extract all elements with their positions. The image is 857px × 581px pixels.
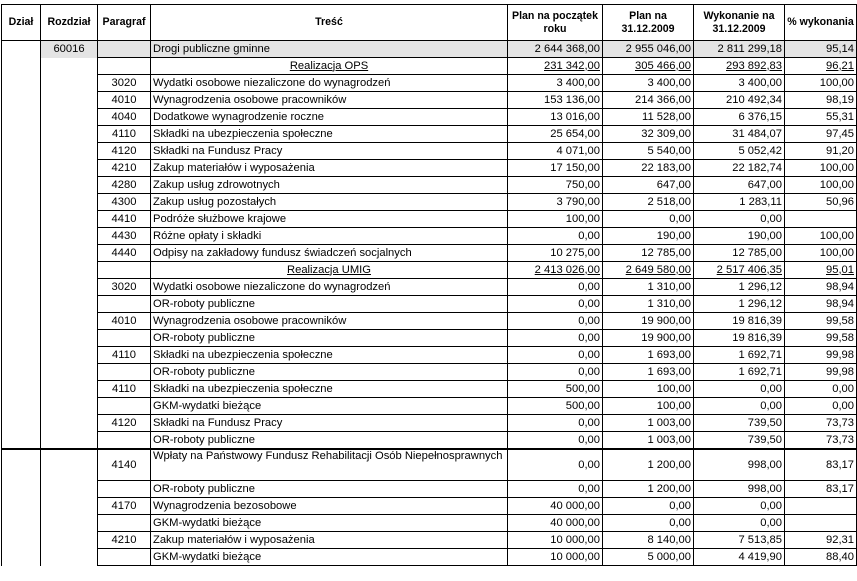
cell-plan-poczatek: 25 654,00 — [508, 126, 603, 143]
cell-plan-poczatek: 100,00 — [508, 211, 603, 228]
table-row — [2, 262, 857, 279]
cell-rozdzial — [41, 330, 98, 347]
cell-rozdzial — [41, 515, 98, 532]
cell-procent: 83,17 — [785, 449, 857, 481]
cell-procent: 99,58 — [785, 313, 857, 330]
table-row — [2, 296, 857, 313]
table-row — [2, 245, 857, 262]
cell-procent: 73,73 — [785, 432, 857, 450]
cell-dzial — [2, 75, 41, 92]
cell-dzial — [2, 364, 41, 381]
cell-wykonanie: 647,00 — [694, 177, 785, 194]
cell-dzial — [2, 549, 41, 566]
cell-plan-31: 8 140,00 — [603, 532, 694, 549]
cell-plan-poczatek: 17 150,00 — [508, 160, 603, 177]
cell-plan-31: 11 528,00 — [603, 109, 694, 126]
cell-plan-poczatek: 2 413 026,00 — [508, 262, 603, 279]
cell-rozdzial — [41, 549, 98, 566]
cell-paragraf — [98, 549, 151, 566]
cell-paragraf — [98, 481, 151, 498]
cell-dzial — [2, 330, 41, 347]
cell-tresc: Drogi publiczne gminne — [151, 41, 508, 58]
cell-plan-poczatek: 0,00 — [508, 432, 603, 450]
cell-procent: 99,58 — [785, 330, 857, 347]
cell-wykonanie: 0,00 — [694, 515, 785, 532]
cell-dzial — [2, 211, 41, 228]
cell-procent — [785, 211, 857, 228]
table-row — [2, 398, 857, 415]
table-row — [2, 228, 857, 245]
cell-procent: 0,00 — [785, 381, 857, 398]
cell-wykonanie: 4 419,90 — [694, 549, 785, 566]
cell-rozdzial — [41, 194, 98, 211]
cell-procent: 99,98 — [785, 347, 857, 364]
cell-paragraf: 4040 — [98, 109, 151, 126]
cell-rozdzial — [41, 109, 98, 126]
cell-plan-31: 1 693,00 — [603, 364, 694, 381]
cell-rozdzial — [41, 211, 98, 228]
cell-wykonanie: 1 283,11 — [694, 194, 785, 211]
cell-wykonanie: 7 513,85 — [694, 532, 785, 549]
table-row — [2, 313, 857, 330]
cell-paragraf: 4120 — [98, 143, 151, 160]
cell-plan-31: 1 200,00 — [603, 481, 694, 498]
cell-wykonanie: 1 692,71 — [694, 364, 785, 381]
cell-wykonanie: 12 785,00 — [694, 245, 785, 262]
cell-rozdzial — [41, 75, 98, 92]
cell-plan-poczatek: 10 275,00 — [508, 245, 603, 262]
cell-paragraf: 3020 — [98, 279, 151, 296]
cell-plan-poczatek: 0,00 — [508, 279, 603, 296]
cell-paragraf: 4120 — [98, 415, 151, 432]
cell-rozdzial — [41, 449, 98, 481]
cell-plan-31: 214 366,00 — [603, 92, 694, 109]
cell-procent: 98,19 — [785, 92, 857, 109]
cell-paragraf: 4210 — [98, 160, 151, 177]
cell-procent: 97,45 — [785, 126, 857, 143]
cell-dzial — [2, 432, 41, 450]
cell-tresc: Zakup materiałów i wyposażenia — [151, 532, 508, 549]
header-row — [2, 5, 857, 41]
cell-procent — [785, 515, 857, 532]
cell-tresc: Składki na ubezpieczenia społeczne — [151, 381, 508, 398]
cell-plan-poczatek: 0,00 — [508, 347, 603, 364]
cell-wykonanie: 739,50 — [694, 415, 785, 432]
cell-tresc: Składki na Fundusz Pracy — [151, 143, 508, 160]
cell-tresc: Wynagrodzenia bezosobowe — [151, 498, 508, 515]
cell-wykonanie: 2 811 299,18 — [694, 41, 785, 58]
cell-rozdzial — [41, 347, 98, 364]
cell-wykonanie: 0,00 — [694, 211, 785, 228]
cell-rozdzial — [41, 58, 98, 75]
cell-plan-poczatek: 2 644 368,00 — [508, 41, 603, 58]
table-row — [2, 498, 857, 515]
cell-tresc: Zakup materiałów i wyposażenia — [151, 160, 508, 177]
cell-tresc: Wynagrodzenia osobowe pracowników — [151, 92, 508, 109]
cell-plan-poczatek: 13 016,00 — [508, 109, 603, 126]
table-row — [2, 211, 857, 228]
cell-plan-31: 1 693,00 — [603, 347, 694, 364]
cell-plan-31: 1 310,00 — [603, 296, 694, 313]
cell-plan-poczatek: 153 136,00 — [508, 92, 603, 109]
cell-paragraf — [98, 58, 151, 75]
cell-plan-31: 1 003,00 — [603, 415, 694, 432]
cell-tresc: Składki na ubezpieczenia społeczne — [151, 126, 508, 143]
table-row — [2, 279, 857, 296]
cell-rozdzial — [41, 313, 98, 330]
cell-plan-31: 2 649 580,00 — [603, 262, 694, 279]
cell-rozdzial — [41, 498, 98, 515]
cell-dzial — [2, 415, 41, 432]
table-row — [2, 347, 857, 364]
cell-wykonanie: 210 492,34 — [694, 92, 785, 109]
cell-dzial — [2, 498, 41, 515]
cell-dzial — [2, 449, 41, 481]
cell-rozdzial — [41, 177, 98, 194]
cell-plan-31: 2 955 046,00 — [603, 41, 694, 58]
cell-procent: 100,00 — [785, 177, 857, 194]
cell-tresc: GKM-wydatki bieżące — [151, 398, 508, 415]
cell-tresc: OR-roboty publiczne — [151, 481, 508, 498]
cell-dzial — [2, 398, 41, 415]
cell-paragraf: 4140 — [98, 449, 151, 481]
cell-procent: 88,40 — [785, 549, 857, 566]
table-row — [2, 126, 857, 143]
cell-tresc: Zakup usług pozostałych — [151, 194, 508, 211]
cell-plan-poczatek: 3 790,00 — [508, 194, 603, 211]
header-plan-poczatek: Plan na początek roku — [508, 5, 603, 41]
cell-plan-31: 3 400,00 — [603, 75, 694, 92]
cell-dzial — [2, 381, 41, 398]
cell-plan-poczatek: 10 000,00 — [508, 532, 603, 549]
cell-plan-poczatek: 750,00 — [508, 177, 603, 194]
table-row — [2, 432, 857, 450]
cell-dzial — [2, 41, 41, 58]
cell-wykonanie: 5 052,42 — [694, 143, 785, 160]
cell-paragraf — [98, 330, 151, 347]
cell-tresc: OR-roboty publiczne — [151, 432, 508, 450]
cell-plan-poczatek: 40 000,00 — [508, 498, 603, 515]
cell-wykonanie: 1 296,12 — [694, 279, 785, 296]
table-row — [2, 549, 857, 566]
cell-dzial — [2, 194, 41, 211]
header-dzial: Dział — [2, 5, 41, 41]
cell-procent: 0,00 — [785, 398, 857, 415]
cell-rozdzial — [41, 381, 98, 398]
cell-paragraf: 4010 — [98, 92, 151, 109]
cell-plan-poczatek: 0,00 — [508, 330, 603, 347]
cell-wykonanie: 19 816,39 — [694, 313, 785, 330]
cell-dzial — [2, 313, 41, 330]
cell-paragraf: 4410 — [98, 211, 151, 228]
cell-wykonanie: 998,00 — [694, 449, 785, 481]
cell-dzial — [2, 515, 41, 532]
table-row — [2, 364, 857, 381]
cell-procent: 95,01 — [785, 262, 857, 279]
cell-wykonanie: 22 182,74 — [694, 160, 785, 177]
cell-rozdzial — [41, 398, 98, 415]
cell-plan-poczatek: 3 400,00 — [508, 75, 603, 92]
cell-wykonanie: 190,00 — [694, 228, 785, 245]
cell-plan-31: 0,00 — [603, 211, 694, 228]
cell-rozdzial — [41, 92, 98, 109]
cell-procent: 83,17 — [785, 481, 857, 498]
cell-plan-31: 22 183,00 — [603, 160, 694, 177]
table-row — [2, 330, 857, 347]
cell-plan-poczatek: 500,00 — [508, 398, 603, 415]
cell-tresc: Wydatki osobowe niezaliczone do wynagrodzeń — [151, 75, 508, 92]
cell-plan-31: 12 785,00 — [603, 245, 694, 262]
cell-paragraf — [98, 262, 151, 279]
cell-tresc: GKM-wydatki bieżące — [151, 515, 508, 532]
cell-wykonanie: 3 400,00 — [694, 75, 785, 92]
cell-paragraf: 4010 — [98, 313, 151, 330]
cell-plan-31: 19 900,00 — [603, 313, 694, 330]
cell-dzial — [2, 532, 41, 549]
cell-rozdzial — [41, 432, 98, 450]
cell-plan-poczatek: 0,00 — [508, 313, 603, 330]
cell-wykonanie: 0,00 — [694, 381, 785, 398]
cell-rozdzial — [41, 279, 98, 296]
cell-procent: 50,96 — [785, 194, 857, 211]
cell-rozdzial — [41, 143, 98, 160]
cell-paragraf: 4440 — [98, 245, 151, 262]
cell-dzial — [2, 279, 41, 296]
table-row — [2, 532, 857, 549]
cell-plan-31: 1 200,00 — [603, 449, 694, 481]
cell-wykonanie: 19 816,39 — [694, 330, 785, 347]
cell-dzial — [2, 160, 41, 177]
cell-dzial — [2, 347, 41, 364]
cell-plan-poczatek: 231 342,00 — [508, 58, 603, 75]
table-row — [2, 58, 857, 75]
cell-plan-poczatek: 0,00 — [508, 228, 603, 245]
cell-tresc: Realizacja OPS — [151, 58, 508, 75]
table-row — [2, 449, 857, 481]
cell-rozdzial — [41, 364, 98, 381]
cell-procent — [785, 498, 857, 515]
cell-tresc: Odpisy na zakładowy fundusz świadczeń socjalnych — [151, 245, 508, 262]
cell-dzial — [2, 143, 41, 160]
header-tresc: Treść — [151, 5, 508, 41]
cell-procent: 55,31 — [785, 109, 857, 126]
table-row — [2, 41, 857, 58]
cell-procent: 100,00 — [785, 160, 857, 177]
cell-tresc: Realizacja UMIG — [151, 262, 508, 279]
cell-tresc: Zakup usług zdrowotnych — [151, 177, 508, 194]
cell-rozdzial — [41, 296, 98, 313]
cell-rozdzial — [41, 481, 98, 498]
table-row — [2, 177, 857, 194]
cell-procent: 98,94 — [785, 296, 857, 313]
cell-dzial — [2, 481, 41, 498]
cell-dzial — [2, 228, 41, 245]
cell-wykonanie: 6 376,15 — [694, 109, 785, 126]
cell-tresc: GKM-wydatki bieżące — [151, 549, 508, 566]
cell-wykonanie: 1 692,71 — [694, 347, 785, 364]
cell-plan-31: 32 309,00 — [603, 126, 694, 143]
cell-plan-31: 190,00 — [603, 228, 694, 245]
cell-plan-31: 0,00 — [603, 498, 694, 515]
table-row — [2, 194, 857, 211]
cell-wykonanie: 2 517 406,35 — [694, 262, 785, 279]
cell-plan-poczatek: 0,00 — [508, 481, 603, 498]
table-row — [2, 515, 857, 532]
cell-procent: 98,94 — [785, 279, 857, 296]
header-wykonanie: Wykonanie na 31.12.2009 — [694, 5, 785, 41]
table-row — [2, 143, 857, 160]
cell-plan-poczatek: 4 071,00 — [508, 143, 603, 160]
cell-dzial — [2, 262, 41, 279]
cell-plan-poczatek: 40 000,00 — [508, 515, 603, 532]
table-row — [2, 381, 857, 398]
header-procent: % wykonania — [785, 5, 857, 41]
table-body — [2, 41, 857, 566]
cell-dzial — [2, 177, 41, 194]
cell-paragraf: 4170 — [98, 498, 151, 515]
table-row — [2, 109, 857, 126]
cell-dzial — [2, 245, 41, 262]
cell-procent: 99,98 — [785, 364, 857, 381]
cell-tresc: OR-roboty publiczne — [151, 296, 508, 313]
cell-procent: 100,00 — [785, 75, 857, 92]
cell-tresc: OR-roboty publiczne — [151, 330, 508, 347]
cell-plan-poczatek: 0,00 — [508, 296, 603, 313]
cell-plan-poczatek: 500,00 — [508, 381, 603, 398]
cell-plan-31: 5 000,00 — [603, 549, 694, 566]
cell-plan-poczatek: 0,00 — [508, 364, 603, 381]
cell-dzial — [2, 296, 41, 313]
cell-tresc: Różne opłaty i składki — [151, 228, 508, 245]
cell-plan-31: 0,00 — [603, 515, 694, 532]
cell-paragraf: 4300 — [98, 194, 151, 211]
cell-paragraf — [98, 364, 151, 381]
cell-wykonanie: 739,50 — [694, 432, 785, 450]
cell-rozdzial — [41, 245, 98, 262]
header-rozdzial: Rozdział — [41, 5, 98, 41]
cell-wykonanie: 998,00 — [694, 481, 785, 498]
cell-tresc: Dodatkowe wynagrodzenie roczne — [151, 109, 508, 126]
cell-rozdzial — [41, 126, 98, 143]
cell-paragraf — [98, 515, 151, 532]
cell-tresc: Podróże służbowe krajowe — [151, 211, 508, 228]
cell-plan-31: 100,00 — [603, 398, 694, 415]
cell-paragraf: 4110 — [98, 381, 151, 398]
cell-procent: 96,21 — [785, 58, 857, 75]
cell-rozdzial — [41, 160, 98, 177]
cell-wykonanie: 0,00 — [694, 398, 785, 415]
cell-plan-31: 305 466,00 — [603, 58, 694, 75]
cell-paragraf: 3020 — [98, 75, 151, 92]
cell-plan-poczatek: 0,00 — [508, 415, 603, 432]
table-row — [2, 415, 857, 432]
cell-paragraf: 4430 — [98, 228, 151, 245]
cell-wykonanie: 31 484,07 — [694, 126, 785, 143]
cell-paragraf: 4210 — [98, 532, 151, 549]
cell-tresc: Wpłaty na Państwowy Fundusz Rehabilitacji Osób Niepełnosprawnych — [151, 449, 508, 481]
cell-paragraf — [98, 296, 151, 313]
cell-tresc: Wydatki osobowe niezaliczone do wynagrodzeń — [151, 279, 508, 296]
cell-procent: 91,20 — [785, 143, 857, 160]
cell-rozdzial: 60016 — [41, 41, 98, 58]
cell-dzial — [2, 92, 41, 109]
cell-tresc: Składki na ubezpieczenia społeczne — [151, 347, 508, 364]
cell-rozdzial — [41, 532, 98, 549]
cell-wykonanie: 293 892,83 — [694, 58, 785, 75]
cell-rozdzial — [41, 415, 98, 432]
header-paragraf: Paragraf — [98, 5, 151, 41]
cell-dzial — [2, 58, 41, 75]
cell-plan-31: 1 310,00 — [603, 279, 694, 296]
table-row — [2, 160, 857, 177]
cell-paragraf: 4280 — [98, 177, 151, 194]
header-plan-31: Plan na 31.12.2009 — [603, 5, 694, 41]
cell-plan-31: 647,00 — [603, 177, 694, 194]
cell-procent: 100,00 — [785, 245, 857, 262]
cell-plan-31: 100,00 — [603, 381, 694, 398]
budget-table — [1, 4, 857, 566]
cell-paragraf — [98, 398, 151, 415]
cell-procent: 100,00 — [785, 228, 857, 245]
table-row — [2, 481, 857, 498]
table-row — [2, 75, 857, 92]
cell-paragraf — [98, 432, 151, 450]
cell-wykonanie: 1 296,12 — [694, 296, 785, 313]
cell-plan-31: 1 003,00 — [603, 432, 694, 450]
cell-wykonanie: 0,00 — [694, 498, 785, 515]
cell-procent: 73,73 — [785, 415, 857, 432]
cell-paragraf — [98, 41, 151, 58]
cell-plan-poczatek: 10 000,00 — [508, 549, 603, 566]
cell-paragraf: 4110 — [98, 347, 151, 364]
cell-rozdzial — [41, 262, 98, 279]
cell-dzial — [2, 109, 41, 126]
table-row — [2, 92, 857, 109]
cell-tresc: Wynagrodzenia osobowe pracowników — [151, 313, 508, 330]
cell-rozdzial — [41, 228, 98, 245]
cell-paragraf: 4110 — [98, 126, 151, 143]
cell-procent: 92,31 — [785, 532, 857, 549]
cell-procent: 95,14 — [785, 41, 857, 58]
cell-tresc: OR-roboty publiczne — [151, 364, 508, 381]
cell-tresc: Składki na Fundusz Pracy — [151, 415, 508, 432]
cell-plan-31: 19 900,00 — [603, 330, 694, 347]
cell-plan-31: 2 518,00 — [603, 194, 694, 211]
cell-plan-poczatek: 0,00 — [508, 449, 603, 481]
cell-plan-31: 5 540,00 — [603, 143, 694, 160]
cell-dzial — [2, 126, 41, 143]
